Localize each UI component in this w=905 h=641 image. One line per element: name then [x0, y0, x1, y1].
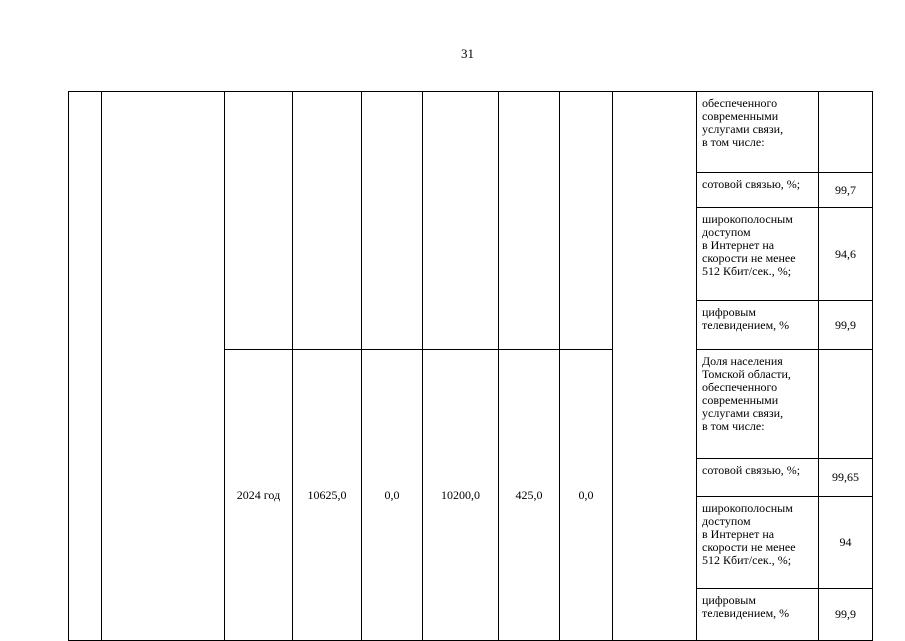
empty-cell [102, 92, 225, 641]
empty-cell [362, 92, 423, 350]
empty-cell [69, 92, 102, 641]
empty-cell [499, 92, 560, 350]
indicator-label: сотовой связью, %; [697, 459, 819, 497]
indicator-label: широкополосным доступом в Интернет на скорости не менее 512 Кбит/сек., %; [697, 208, 819, 301]
indicator-label: цифровым телевидением, % [697, 589, 819, 641]
indicator-label: Доля населения Томской области, обеспеченного современными услугами связи, в том числе: [697, 350, 819, 459]
amount-cell: 10625,0 [293, 350, 362, 641]
empty-cell [423, 92, 499, 350]
indicator-value: 99,9 [819, 301, 873, 350]
amount-cell: 10200,0 [423, 350, 499, 641]
indicator-label: цифровым телевидением, % [697, 301, 819, 350]
empty-cell [613, 92, 697, 641]
indicator-value: 94,6 [819, 208, 873, 301]
indicator-value [819, 92, 873, 173]
empty-cell [225, 92, 293, 350]
amount-cell: 0,0 [560, 350, 613, 641]
amount-cell: 425,0 [499, 350, 560, 641]
empty-cell [293, 92, 362, 350]
indicator-label: сотовой связью, %; [697, 173, 819, 208]
amount-cell: 0,0 [362, 350, 423, 641]
page-number: 31 [461, 46, 474, 61]
year-cell: 2024 год [225, 350, 293, 641]
indicator-value: 94 [819, 497, 873, 589]
indicators-table [68, 91, 873, 641]
indicator-value: 99,7 [819, 173, 873, 208]
indicator-value [819, 350, 873, 459]
empty-cell [560, 92, 613, 350]
indicator-label: широкополосным доступом в Интернет на скорости не менее 512 Кбит/сек., %; [697, 497, 819, 589]
indicator-value: 99,9 [819, 589, 873, 641]
table-row [69, 92, 873, 173]
indicator-value: 99,65 [819, 459, 873, 497]
indicator-label: обеспеченного современными услугами связи, в том числе: [697, 92, 819, 173]
